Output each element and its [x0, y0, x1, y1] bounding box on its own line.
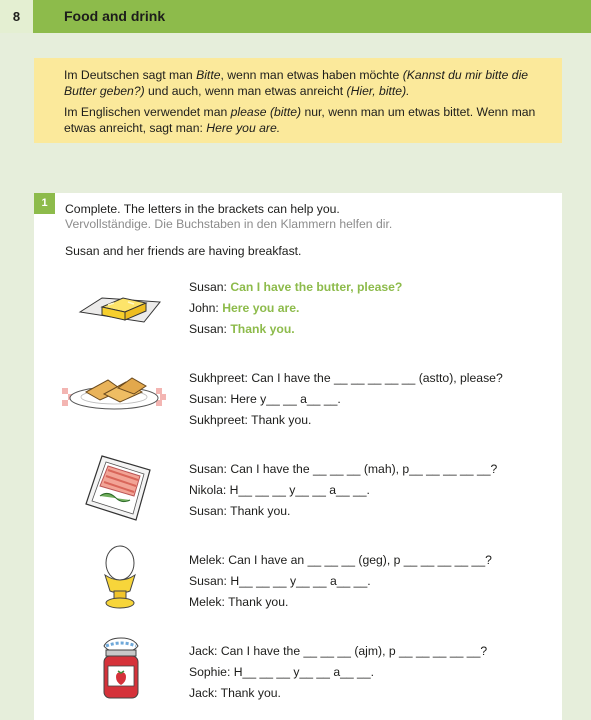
info-text: und auch, wenn man etwas anreicht	[144, 84, 347, 98]
info-text: Im Deutschen sagt man	[64, 68, 197, 82]
gap-fill-text: Can I have the __ __ __ __ __ (astto), please?	[251, 371, 503, 385]
info-text: please (bitte)	[230, 105, 302, 119]
speaker-name: Susan:	[189, 280, 227, 294]
gap-fill-text: H__ __ __ y__ __ a__ __.	[229, 483, 370, 497]
dialogue-text: Thank you.	[220, 686, 281, 700]
model-answer: Thank you.	[230, 322, 295, 336]
speaker-name: Susan:	[189, 322, 227, 336]
speaker-name: Melek:	[189, 595, 225, 609]
info-text: (Hier, bitte).	[346, 84, 410, 98]
dialogue-line	[189, 665, 374, 680]
dialogue-line	[189, 280, 402, 295]
dialogue-line	[189, 574, 371, 589]
dialogue-line	[189, 595, 288, 610]
gap-fill-text: Here y__ __ a__ __.	[230, 392, 341, 406]
jam-icon	[98, 636, 144, 702]
exercise-number: 1	[34, 193, 55, 214]
info-paragraph-2	[64, 104, 544, 136]
dialogue-line	[189, 504, 290, 519]
exercise-instruction: Complete. The letters in the brackets can help you.	[65, 202, 340, 216]
dialogue-text: Thank you.	[228, 595, 289, 609]
speaker-name: Susan:	[189, 392, 227, 406]
info-text: Im Englischen verwendet man	[64, 105, 231, 119]
speaker-name: Sukhpreet:	[189, 413, 248, 427]
dialogue-line	[189, 483, 370, 498]
dialogue-line	[189, 371, 503, 386]
toast-icon	[60, 370, 168, 414]
exercise-intro: Susan and her friends are having breakfast.	[65, 244, 302, 258]
info-text: nur, wenn man um etwas bittet. Wenn man etwas anreicht, sagt man:	[64, 105, 536, 135]
dialogue-line	[189, 553, 492, 568]
speaker-name: Sophie:	[189, 665, 231, 679]
dialogue-line	[189, 392, 341, 407]
egg-icon	[100, 545, 140, 613]
speaker-name: John:	[189, 301, 219, 315]
exercise-instruction-de: Vervollständige. Die Buchstaben in den Klammern helfen dir.	[65, 217, 393, 231]
info-text: (Kannst du mir bitte die Butter geben?)	[64, 68, 529, 98]
info-text: Bitte	[196, 68, 221, 82]
dialogue-text: Thank you.	[251, 413, 312, 427]
model-answer: Can I have the butter, please?	[230, 280, 403, 294]
gap-fill-text: H__ __ __ y__ __ a__ __.	[233, 665, 375, 679]
speaker-name: Jack:	[189, 644, 218, 658]
dialogue-line	[189, 322, 295, 337]
info-paragraph-1	[64, 67, 544, 99]
dialogue-line	[189, 686, 281, 701]
speaker-name: Nikola:	[189, 483, 227, 497]
dialogue-text: Thank you.	[230, 504, 291, 518]
dialogue-line	[189, 462, 497, 477]
speaker-name: Susan:	[189, 574, 227, 588]
gap-fill-text: Can I have the __ __ __ (mah), p__ __ __ __ __?	[230, 462, 498, 476]
gap-fill-text: H__ __ __ y__ __ a__ __.	[230, 574, 371, 588]
gap-fill-text: Can I have an __ __ __ (geg), p __ __ __ __ __?	[228, 553, 492, 567]
info-text: , wenn man etwas haben möchte	[220, 68, 403, 82]
dialogue-line	[189, 644, 487, 659]
dialogue-line	[189, 301, 299, 316]
butter-icon	[78, 280, 162, 330]
info-text: Here you are.	[206, 121, 281, 135]
info-box	[34, 58, 562, 143]
speaker-name: Susan:	[189, 504, 227, 518]
page-title: Food and drink	[64, 8, 166, 24]
speaker-name: Sukhpreet:	[189, 371, 248, 385]
model-answer: Here you are.	[222, 301, 300, 315]
speaker-name: Jack:	[189, 686, 218, 700]
dialogue-line	[189, 413, 311, 428]
speaker-name: Melek:	[189, 553, 225, 567]
speaker-name: Susan:	[189, 462, 227, 476]
ham-icon	[82, 452, 154, 524]
page-number: 8	[0, 0, 33, 33]
gap-fill-text: Can I have the __ __ __ (ajm), p __ __ __ __ __?	[220, 644, 488, 658]
